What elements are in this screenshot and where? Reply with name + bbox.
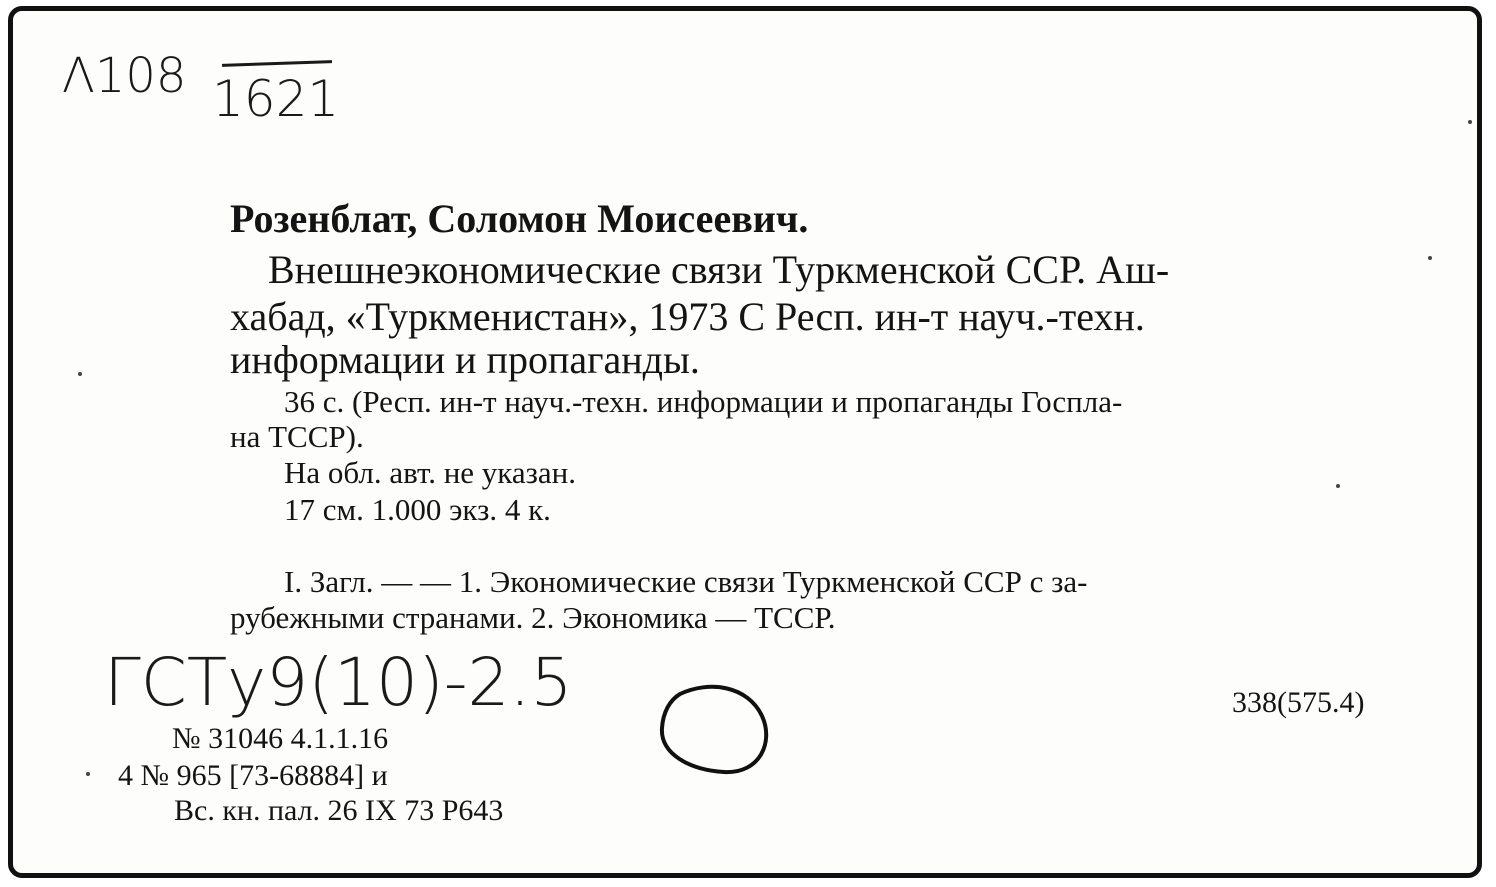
scan-speck [86, 772, 90, 776]
scan-speck [78, 372, 82, 376]
scan-speck [1428, 256, 1432, 260]
physical-description: 17 см. 1.000 экз. 4 к. [284, 492, 551, 527]
print-line-3: Вс. кн. пал. 26 IX 73 Р643 [174, 794, 504, 827]
classification-number: 338(575.4) [1232, 686, 1365, 719]
author-heading: Розенблат, Соломон Моисеевич. [230, 196, 809, 241]
subject-line-1: I. Загл. — — 1. Экономические связи Туркменской ССР с за- [284, 564, 1088, 599]
print-line-2: 4 № 965 [73-68884] и [118, 759, 388, 792]
hand-drawn-oval [650, 676, 780, 786]
note-line: На обл. авт. не указан. [284, 455, 577, 490]
scan-speck [1468, 120, 1472, 124]
series-line-1: 36 с. (Респ. ин-т науч.-техн. информации и пропаганды Госпла- [284, 384, 1123, 419]
title-line-2: хабад, «Туркменистан», 1973 С Респ. ин-т науч.-техн. [230, 294, 1145, 339]
handwritten-call-number: Λ108 [62, 48, 187, 104]
print-line-1: № 31046 4.1.1.16 [172, 722, 389, 755]
scan-speck [1336, 484, 1340, 488]
handwritten-call-number-sub: 1621 [212, 70, 340, 128]
title-line-1: Внешнеэкономические связи Туркменской ССР. Аш- [268, 247, 1170, 292]
handwritten-shelf-code: ГСТу9(10)-2.5 [104, 644, 573, 721]
title-line-3: информации и пропаганды. [230, 337, 700, 382]
subject-line-2: рубежными странами. 2. Экономика — ТССР. [230, 600, 836, 635]
series-line-2: на ТССР). [230, 419, 364, 454]
